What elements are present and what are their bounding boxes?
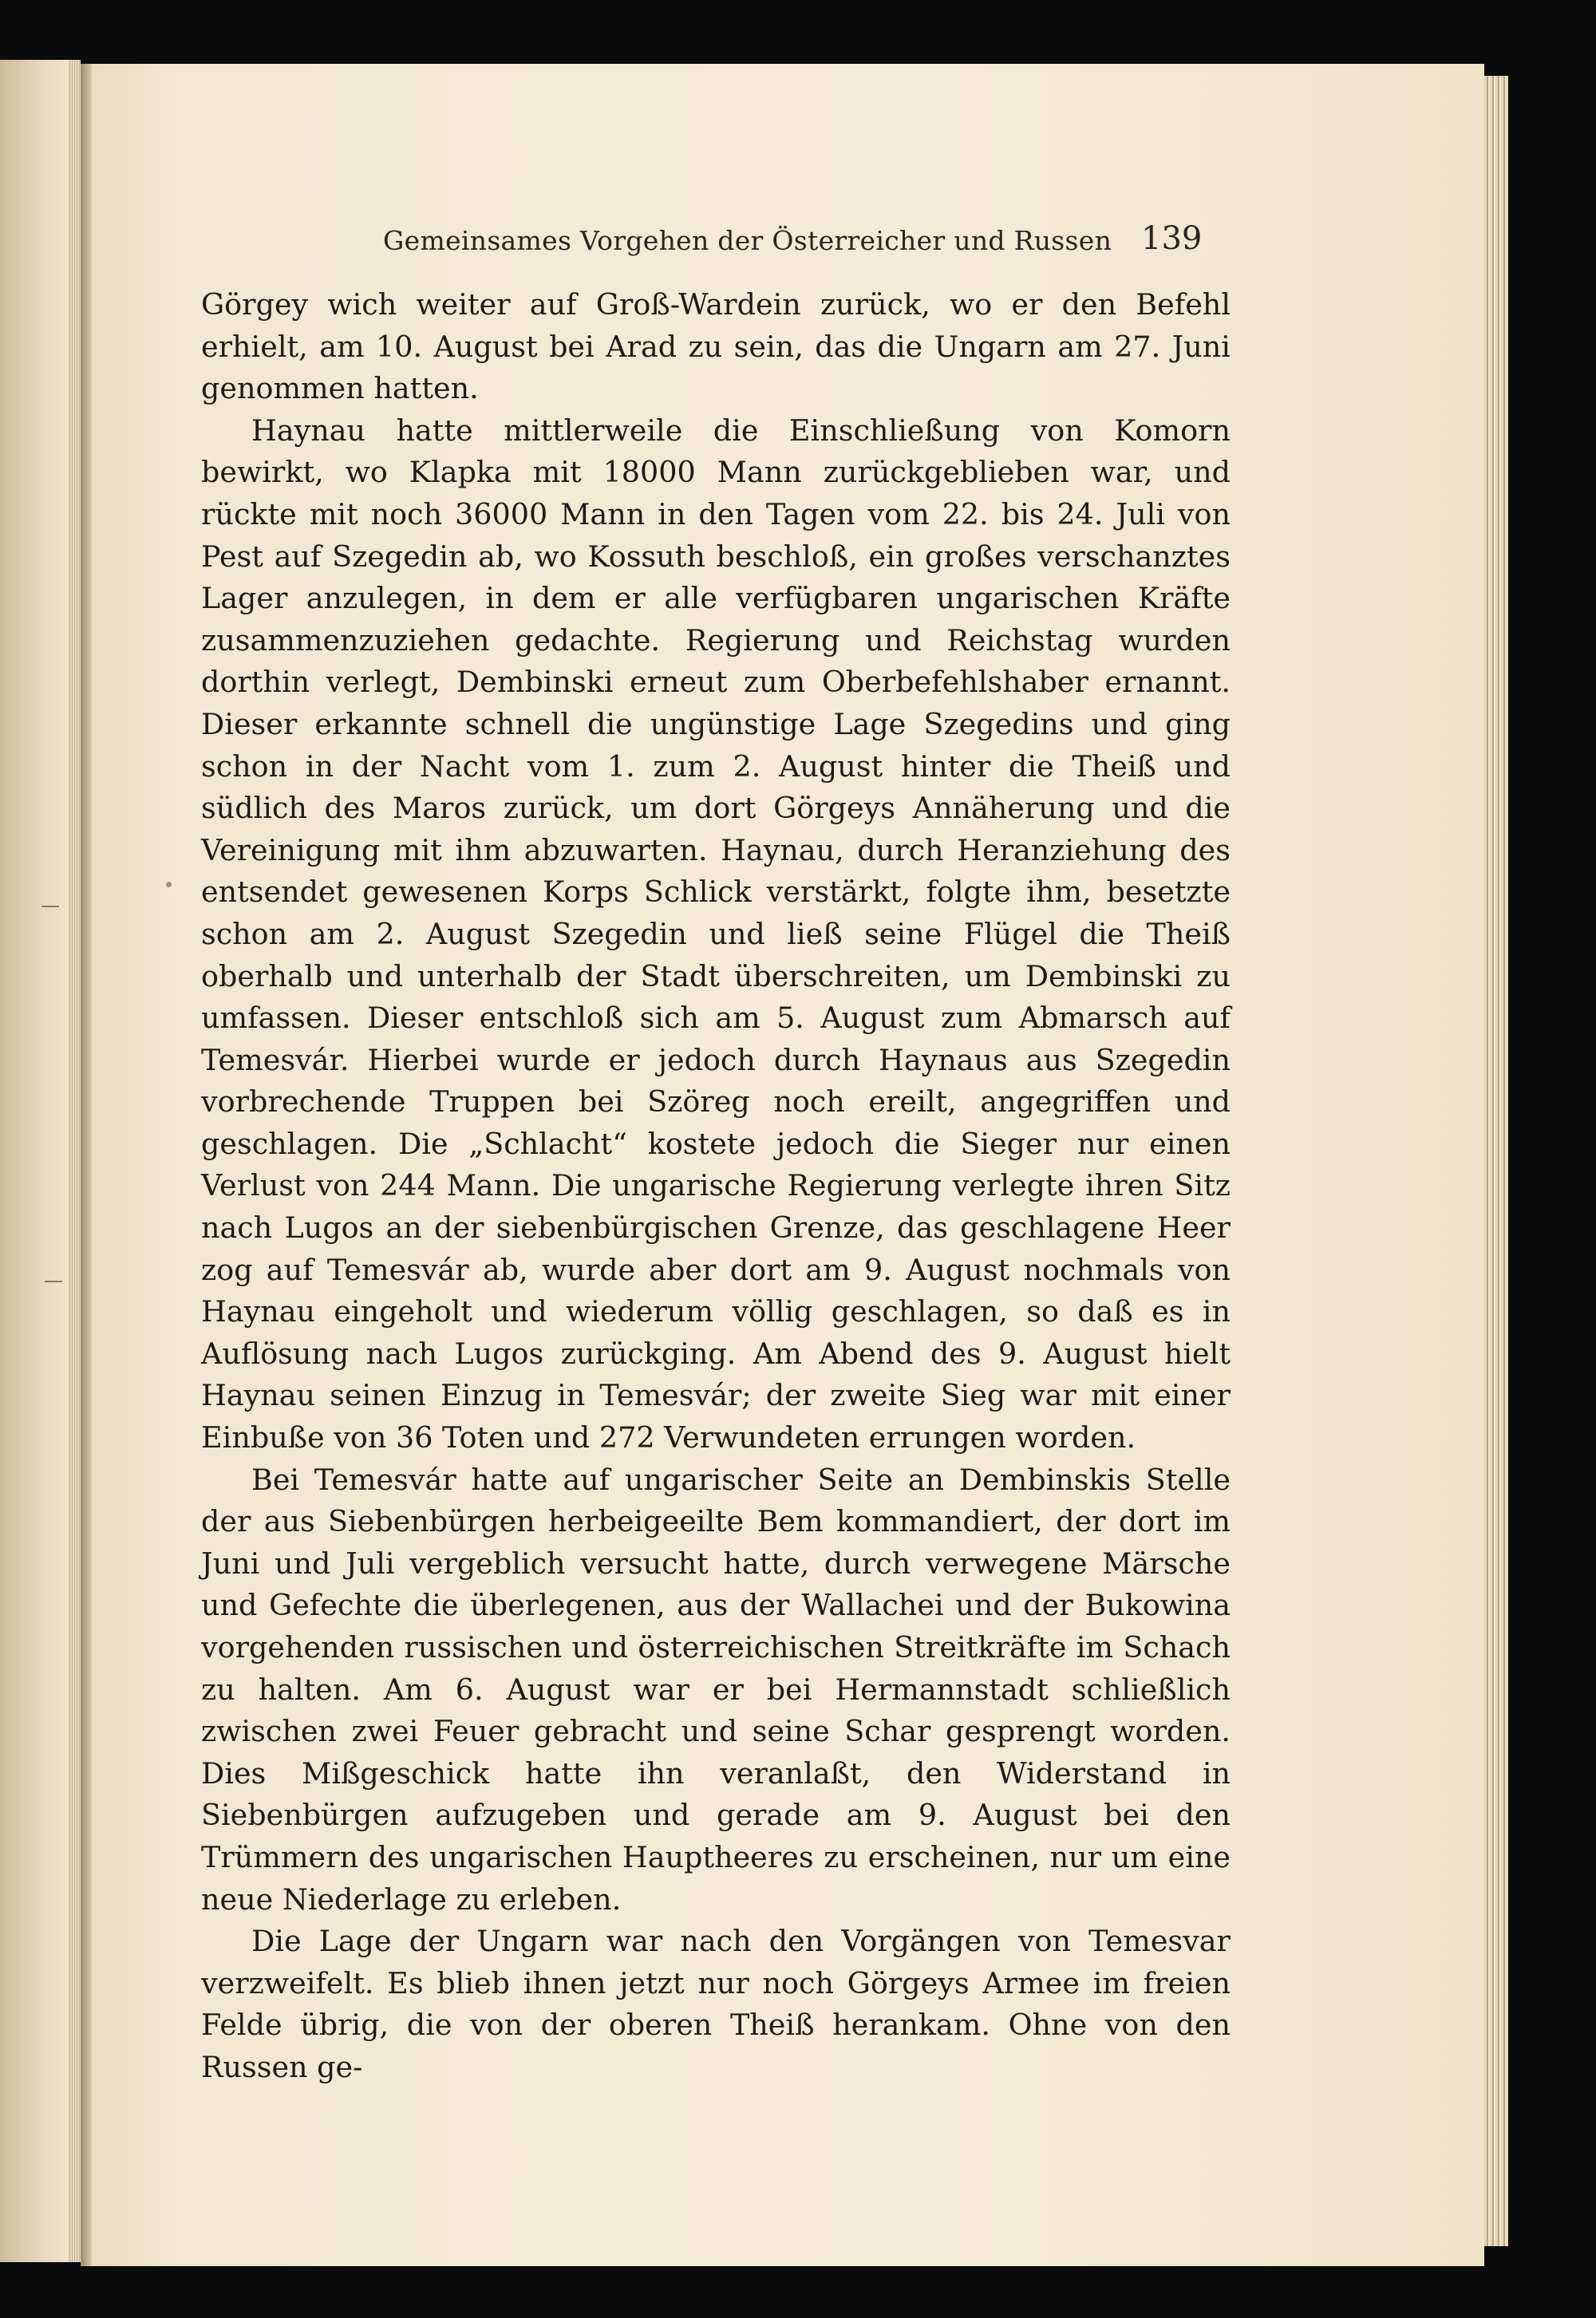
body-text xyxy=(201,284,1231,2089)
paper-speck xyxy=(166,882,172,887)
paragraph: Görgey wich weiter auf Groß-Wardein zurück, wo er den Befehl erhielt, am 10. August bei Arad zu sein, das die Ungarn am 27. Juni genommen hatten. xyxy=(201,287,1231,406)
paragraph: Die Lage der Ungarn war nach den Vorgängen von Temesvar verzweifelt. Es blieb ihnen jetzt nur noch Görgeys Armee im freien Felde übrig, die von der oberen Theiß herankam. Ohne von den Russen ge- xyxy=(201,1924,1231,2084)
margin-mark xyxy=(45,1281,62,1282)
paragraph: Haynau hatte mittlerweile die Einschließung von Komorn bewirkt, wo Klapka mit 18000 Mann zurückgeblieben war, und rückte mit noch 36000 Mann in den Tagen vom 22. bis 24. Juli von Pest auf Szegedin ab, wo Kossuth beschloß, ein großes verschanztes Lager anzulegen, in dem er alle verfügbaren ungarischen Kräfte zusammenzuziehen gedachte. Regierung und Reichstag wurden dorthin verlegt, Dembinski erneut zum Oberbefehlshaber ernannt. Dieser erkannte schnell die ungünstige Lage Szegedins und ging schon in der Nacht vom 1. zum 2. August hinter die Theiß und südlich des Maros zurück, um dort Görgeys Annäherung und die Vereinigung mit ihm abzuwarten. Haynau, durch Heranziehung des entsendet gewesenen Korps Schlick verstärkt, folgte ihm, besetzte schon am 2. August Szegedin und ließ seine Flügel die Theiß oberhalb und unterhalb der Stadt überschreiten, um Dembinski zu umfassen. Dieser entschloß sich am 5. August zum Abmarsch auf Temesvár. Hierbei wurde er jedoch durch Haynaus aus Szegedin vorbrechende Truppen bei Szöreg noch ereilt, angegriffen und geschlagen. Die „Schlacht“ kostete jedoch die Sieger nur einen Verlust von 244 Mann. Die ungarische Regierung verlegte ihren Sitz nach Lugos an der siebenbürgischen Grenze, das geschlagene Heer zog auf Temesvár ab, wurde aber dort am 9. August nochmals von Haynau eingeholt und wiederum völlig geschlagen, so daß es in Auflösung nach Lugos zurückging. Am Abend des 9. August hielt Haynau seinen Einzug in Temesvár; der zweite Sieg war mit einer Einbuße von 36 Toten und 272 Verwundeten errungen worden. xyxy=(201,413,1231,1455)
left-page-stack xyxy=(68,60,81,2262)
paragraph: Bei Temesvár hatte auf ungarischer Seite an Dembinskis Stelle der aus Siebenbürgen herbeigeeilte Bem kommandiert, der dort im Juni und Juli vergeblich versucht hatte, durch verwegene Märsche und Gefechte die überlegenen, aus der Wallachei und der Bukowina vorgehenden russischen und österreichischen Streitkräfte im Schach zu halten. Am 6. August war er bei Hermannstadt schließlich zwischen zwei Feuer gebracht und seine Schar gesprengt worden. Dies Mißgeschick hatte ihn veranlaßt, den Widerstand in Siebenbürgen aufzugeben und gerade am 9. August bei den Trümmern des ungarischen Hauptheeres zu erscheinen, nur um eine neue Niederlage zu erleben. xyxy=(201,1462,1231,1917)
left-page-edge xyxy=(0,60,68,2262)
book-gutter xyxy=(81,64,92,2266)
page-number: 139 xyxy=(1141,220,1203,257)
page-fore-edge xyxy=(1484,76,1508,2246)
running-header xyxy=(383,217,1203,262)
margin-mark xyxy=(41,906,59,907)
running-title: Gemeinsames Vorgehen der Österreicher und Russen xyxy=(383,225,1112,256)
